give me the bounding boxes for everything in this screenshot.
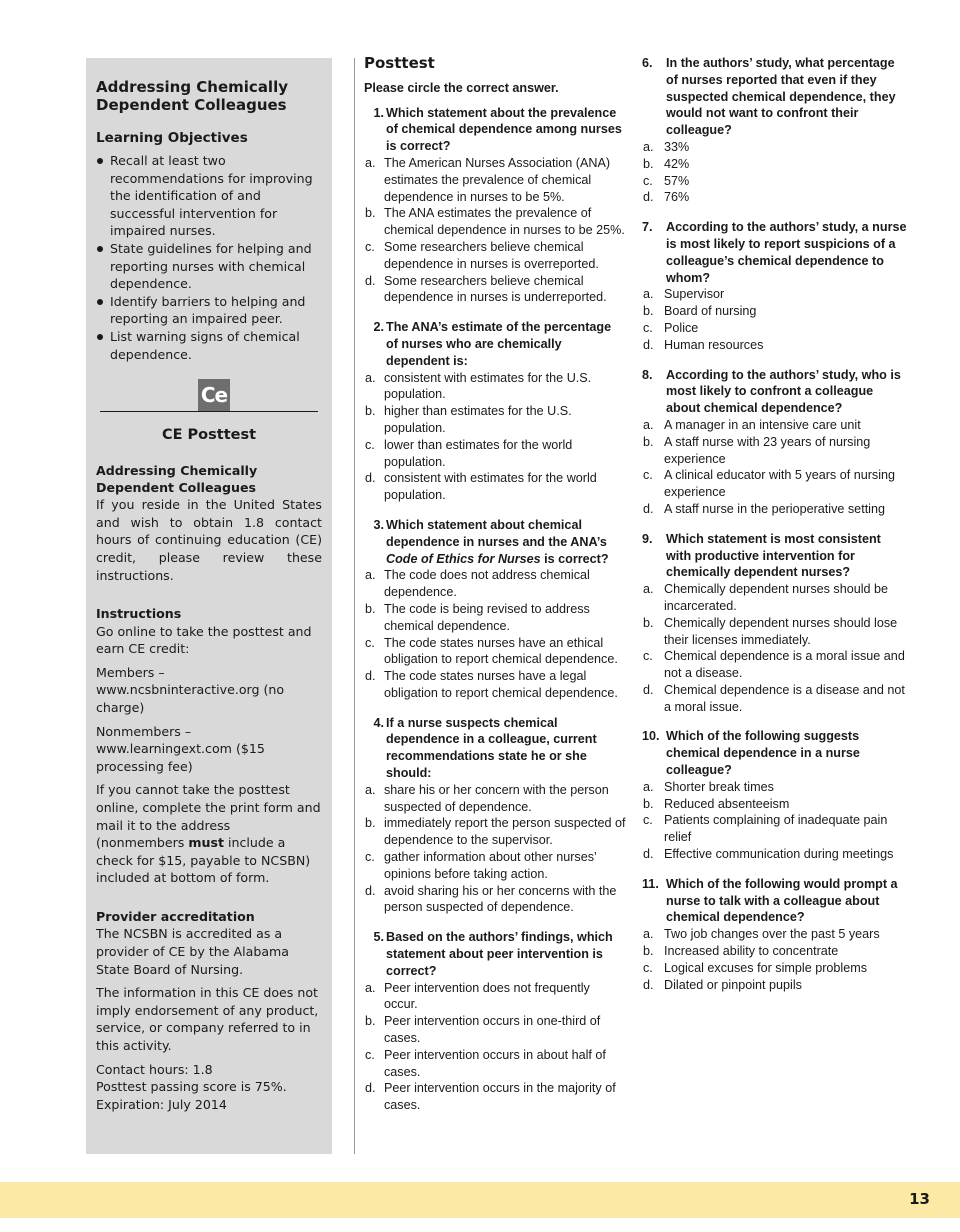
- answer-option[interactable]: [364, 437, 626, 471]
- answer-option[interactable]: [364, 782, 626, 816]
- option-letter: c.: [365, 1047, 375, 1062]
- option-letter: c.: [365, 239, 375, 254]
- option-text: Chemical dependence is a disease and not a moral issue.: [664, 682, 905, 714]
- answer-option[interactable]: [364, 815, 626, 849]
- question-number: 9.: [642, 531, 653, 546]
- option-text: Peer intervention does not frequently occur.: [384, 980, 590, 1012]
- answer-option[interactable]: [364, 980, 626, 1014]
- question: [364, 517, 626, 702]
- endorsement-text: The information in this CE does not imply endorsement of any product, service, or company referred to in this activity.: [96, 985, 319, 1053]
- footer-bar: [0, 1182, 960, 1218]
- question-number: 1.: [373, 105, 384, 120]
- option-text: immediately report the person suspected of dependence to the supervisor.: [384, 816, 626, 848]
- ce-posttest-heading: CE Posttest: [161, 427, 257, 444]
- answer-option[interactable]: [642, 337, 908, 354]
- option-text: Patients complaining of inadequate pain relief: [664, 813, 888, 845]
- answer-option[interactable]: [642, 303, 908, 320]
- question-text: Based on the authors’ findings, which statement about peer intervention is correct?: [386, 930, 613, 978]
- question: [364, 715, 626, 917]
- instructions-heading: Instructions: [96, 606, 182, 622]
- objectives-heading: Learning Objectives: [96, 130, 248, 146]
- answer-option[interactable]: [364, 370, 626, 404]
- answer-option[interactable]: [642, 286, 908, 303]
- answer-option[interactable]: [642, 812, 908, 846]
- option-letter: a.: [365, 155, 376, 170]
- option-text: Peer intervention occurs in about half of cases.: [384, 1047, 606, 1079]
- option-letter: b.: [643, 304, 654, 319]
- mail-before: If you cannot take the posttest online, complete the print form and mail it to the address (nonmembers: [96, 782, 321, 851]
- option-text: Peer intervention occurs in the majority of cases.: [384, 1081, 616, 1113]
- answer-option[interactable]: [642, 648, 908, 682]
- question-number: 2.: [373, 320, 384, 335]
- answer-option[interactable]: [642, 615, 908, 649]
- answer-option[interactable]: [642, 682, 908, 716]
- mail-after: include a check for $15, payable to NCSBN) included at bottom of form.: [96, 835, 311, 886]
- question: [642, 728, 908, 862]
- answer-option[interactable]: [642, 156, 908, 173]
- option-text: Supervisor: [664, 287, 725, 302]
- answer-option[interactable]: [364, 1047, 626, 1081]
- option-letter: d.: [643, 977, 654, 992]
- accreditation-heading: Provider accreditation: [96, 908, 255, 924]
- answer-option[interactable]: [364, 1080, 626, 1114]
- ce-subtitle: Addressing Chemically Dependent Colleagues: [96, 463, 258, 495]
- option-letter: d.: [365, 471, 376, 486]
- option-text: Chemically dependent nurses should be incarcerated.: [664, 582, 889, 613]
- option-text: Two job changes over the past 5 years: [664, 927, 880, 942]
- answer-option[interactable]: [364, 205, 626, 239]
- question-number: 10.: [642, 729, 660, 744]
- option-letter: a.: [365, 568, 376, 583]
- option-text: The ANA estimates the prevalence of chemical dependence in nurses to be 25%.: [384, 206, 625, 238]
- option-letter: b.: [365, 1014, 376, 1029]
- answer-option[interactable]: [364, 567, 626, 601]
- option-letter: d.: [643, 847, 654, 862]
- answer-option[interactable]: [642, 434, 908, 468]
- question: [642, 531, 908, 716]
- question-number: 7.: [642, 220, 653, 235]
- option-letter: d.: [365, 883, 376, 898]
- option-text: 57%: [664, 173, 690, 188]
- answer-option[interactable]: [364, 883, 626, 917]
- question: [642, 876, 908, 994]
- option-text: consistent with estimates for the U.S. population.: [384, 370, 592, 402]
- option-text: Dilated or pinpoint pupils: [664, 977, 802, 992]
- sidebar-title: Addressing Chemically Dependent Colleagues: [96, 78, 288, 114]
- answer-option[interactable]: [364, 155, 626, 205]
- option-letter: d.: [643, 190, 654, 205]
- accreditation-text: The NCSBN is accredited as a provider of CE by the Alabama State Board of Nursing.: [96, 926, 290, 977]
- answer-option[interactable]: [642, 467, 908, 501]
- answer-option[interactable]: [364, 849, 626, 883]
- option-letter: b.: [365, 816, 376, 831]
- answer-option[interactable]: [364, 601, 626, 635]
- members-link[interactable]: Members – www.ncsbninteractive.org (no charge): [96, 664, 285, 715]
- ce-sidebar: [86, 58, 332, 1154]
- question-text: [386, 517, 626, 567]
- answer-option[interactable]: [642, 943, 908, 960]
- expiration: Expiration: July 2014: [96, 1096, 227, 1112]
- answer-option[interactable]: [642, 501, 908, 518]
- question-text: Which statement about the prevalence of chemical dependence among nurses is correct?: [386, 105, 622, 154]
- answer-option[interactable]: [642, 581, 908, 615]
- instructions-text: Go online to take the posttest and earn CE credit:: [96, 623, 312, 657]
- option-letter: a.: [643, 287, 654, 302]
- ce-intro: If you reside in the United States and wish to obtain 1.8 contact hours of continuing education (CE) credit, please review these instructions.: [96, 497, 322, 583]
- option-text: The code states nurses have an ethical obligation to report chemical dependence.: [384, 635, 618, 667]
- option-letter: b.: [643, 615, 654, 630]
- answer-option[interactable]: [642, 173, 908, 190]
- option-text: Chemically dependent nurses should lose their licenses immediately.: [664, 615, 898, 647]
- option-text: Some researchers believe chemical dependence in nurses is overreported.: [384, 239, 599, 271]
- option-text: Some researchers believe chemical dependence in nurses is underreported.: [384, 273, 607, 305]
- question: [364, 929, 626, 1114]
- nonmembers-link[interactable]: Nonmembers – www.learningext.com ($15 processing fee): [96, 723, 265, 774]
- question: [642, 219, 908, 353]
- objective-item: Identify barriers to helping and reporting an impaired peer.: [96, 293, 322, 328]
- divider-line: [100, 411, 318, 412]
- answer-option[interactable]: [642, 960, 908, 977]
- option-letter: a.: [643, 139, 654, 154]
- posttest-column-2: [642, 55, 908, 1006]
- option-letter: b.: [643, 796, 654, 811]
- option-text: Increased ability to concentrate: [664, 944, 839, 959]
- answer-option[interactable]: [642, 189, 908, 206]
- question-number: 6.: [642, 56, 653, 70]
- option-text: share his or her concern with the person suspected of dependence.: [384, 782, 609, 814]
- answer-option[interactable]: [642, 977, 908, 994]
- option-letter: a.: [643, 582, 654, 597]
- question-text: The ANA’s estimate of the percentage of nurses who are chemically dependent is:: [386, 320, 612, 368]
- page-number: 13: [909, 1190, 930, 1208]
- mail-instructions: [96, 781, 322, 887]
- option-text: 33%: [664, 139, 690, 154]
- option-letter: d.: [365, 273, 376, 288]
- ce-divider: [96, 379, 322, 413]
- option-letter: b.: [365, 404, 376, 419]
- posttest-column-1: [364, 55, 626, 1127]
- option-letter: a.: [643, 927, 654, 942]
- answer-option[interactable]: [642, 796, 908, 813]
- option-letter: d.: [365, 1081, 376, 1096]
- passing-score: Posttest passing score is 75%.: [96, 1079, 287, 1095]
- option-text: 76%: [664, 190, 690, 205]
- posttest-instruction: Please circle the correct answer.: [364, 80, 559, 95]
- code-of-ethics-title: Code of Ethics for Nurses: [386, 551, 541, 566]
- option-text: The American Nurses Association (ANA) estimates the prevalence of chemical dependence in nurses to be 5%.: [384, 155, 611, 204]
- option-text: The code does not address chemical dependence.: [384, 568, 590, 600]
- option-letter: a.: [643, 779, 654, 794]
- option-text: Human resources: [664, 337, 764, 352]
- answer-option[interactable]: [642, 846, 908, 863]
- option-letter: d.: [643, 337, 654, 352]
- question: [364, 105, 626, 307]
- option-letter: c.: [365, 850, 375, 865]
- answer-option[interactable]: [364, 470, 626, 504]
- column-divider: [354, 58, 355, 1154]
- option-text: avoid sharing his or her concerns with the person suspected of dependence.: [384, 883, 617, 915]
- objective-item: List warning signs of chemical dependence.: [96, 328, 322, 363]
- question: [364, 319, 626, 504]
- option-letter: c.: [643, 649, 653, 664]
- option-text: The code is being revised to address chemical dependence.: [384, 601, 590, 633]
- option-letter: c.: [643, 173, 653, 188]
- option-letter: b.: [365, 206, 376, 221]
- option-text: The code states nurses have a legal obligation to report chemical dependence.: [384, 669, 618, 700]
- option-text: consistent with estimates for the world population.: [384, 471, 597, 503]
- option-letter: a.: [365, 782, 376, 797]
- option-text: A manager in an intensive care unit: [664, 417, 861, 432]
- posttest-heading: Posttest: [364, 54, 435, 72]
- answer-option[interactable]: [642, 417, 908, 434]
- question-text-part: is correct?: [540, 551, 609, 566]
- question-number: 11.: [642, 876, 659, 891]
- option-text: Police: [664, 320, 699, 335]
- answer-option[interactable]: [364, 239, 626, 273]
- option-letter: d.: [365, 669, 376, 684]
- answer-option[interactable]: [642, 779, 908, 796]
- objectives-list: [96, 152, 322, 363]
- question-text: If a nurse suspects chemical dependence in a colleague, current recommendations state he or she should:: [386, 715, 597, 781]
- objective-item: State guidelines for helping and reporting nurses with chemical dependence.: [96, 240, 322, 293]
- option-letter: a.: [365, 370, 376, 385]
- option-text: Shorter break times: [664, 779, 774, 794]
- option-text: A staff nurse with 23 years of nursing experience: [664, 434, 871, 466]
- option-letter: c.: [365, 437, 375, 452]
- option-letter: c.: [643, 468, 653, 483]
- option-text: Logical excuses for simple problems: [664, 960, 867, 975]
- answer-option[interactable]: [642, 926, 908, 943]
- option-text: Effective communication during meetings: [664, 847, 894, 862]
- option-letter: c.: [643, 960, 653, 975]
- option-letter: b.: [643, 156, 654, 171]
- mail-bold: must: [188, 835, 224, 851]
- option-letter: c.: [643, 813, 653, 828]
- option-text: Peer intervention occurs in one-third of cases.: [384, 1014, 601, 1046]
- question: [642, 55, 908, 206]
- option-text: A clinical educator with 5 years of nursing experience: [664, 468, 896, 500]
- answer-option[interactable]: [364, 403, 626, 437]
- question-number: 3.: [373, 517, 384, 532]
- option-text: Board of nursing: [664, 304, 757, 319]
- question-text: Which of the following suggests chemical dependence in a nurse colleague?: [666, 729, 860, 778]
- option-letter: a.: [365, 980, 376, 995]
- option-letter: c.: [365, 635, 375, 650]
- option-text: A staff nurse in the perioperative setting: [664, 501, 885, 516]
- question-text: In the authors’ study, what percentage of nurses reported that even if they suspected chemical dependence, they would not want to confront their colleague?: [666, 56, 896, 138]
- question-number: 4.: [373, 715, 384, 730]
- contact-hours: Contact hours: 1.8: [96, 1061, 213, 1077]
- option-text: lower than estimates for the world population.: [384, 437, 573, 469]
- question-number: 8.: [642, 367, 653, 382]
- ce-logo: Ce: [198, 379, 230, 411]
- question-number: 5.: [373, 930, 384, 945]
- question-text: According to the authors’ study, who is most likely to confront a colleague about chemical dependence?: [666, 367, 901, 416]
- answer-option[interactable]: [364, 273, 626, 307]
- option-letter: d.: [643, 501, 654, 516]
- answer-option[interactable]: [642, 320, 908, 337]
- objective-item: Recall at least two recommendations for improving the identification of and successful intervention for impaired nurses.: [96, 152, 322, 240]
- question-text: Which of the following would prompt a nurse to talk with a colleague about chemical dependence?: [666, 876, 898, 925]
- option-text: higher than estimates for the U.S. population.: [384, 404, 572, 435]
- option-text: gather information about other nurses’ opinions before taking action.: [384, 850, 597, 881]
- question-text-part: Which statement about chemical dependence in nurses and the ANA’s: [386, 517, 607, 549]
- answer-option[interactable]: [364, 1013, 626, 1047]
- option-text: 42%: [664, 156, 690, 171]
- answer-option[interactable]: [364, 635, 626, 669]
- question-text: Which statement is most consistent with productive intervention for chemically dependent nurses?: [666, 531, 881, 580]
- option-text: Chemical dependence is a moral issue and not a disease.: [664, 649, 905, 681]
- option-letter: c.: [643, 320, 653, 335]
- answer-option[interactable]: [364, 668, 626, 702]
- option-letter: d.: [643, 682, 654, 697]
- option-letter: b.: [643, 434, 654, 449]
- option-letter: a.: [643, 417, 654, 432]
- option-letter: b.: [365, 601, 376, 616]
- question: [642, 367, 908, 518]
- answer-option[interactable]: [642, 139, 908, 156]
- option-text: Reduced absenteeism: [664, 796, 790, 811]
- option-letter: b.: [643, 944, 654, 959]
- question-text: According to the authors’ study, a nurse is most likely to report suspicions of a colleague’s chemical dependence to whom?: [666, 220, 907, 285]
